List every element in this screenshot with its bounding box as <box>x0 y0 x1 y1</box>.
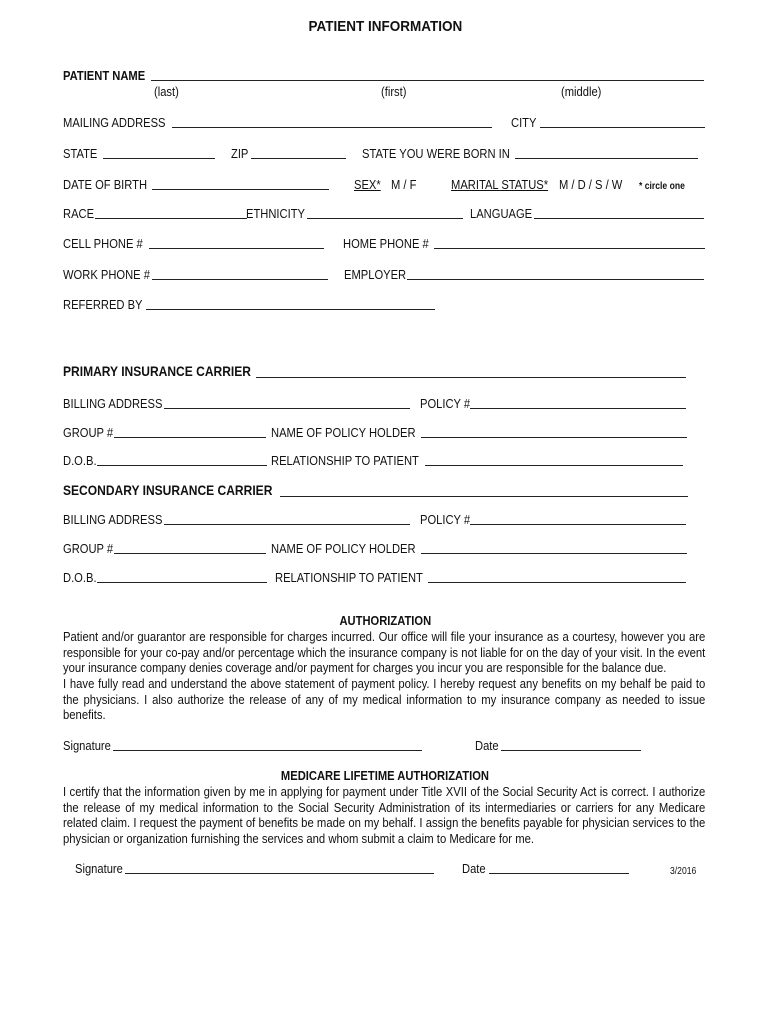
secondary-policy-field[interactable] <box>471 510 685 524</box>
secondary-relationship-line <box>428 582 686 583</box>
employer-field[interactable] <box>408 265 703 279</box>
first-name-hint: (first) <box>381 84 407 99</box>
authorization-date-label: Date <box>475 738 499 753</box>
home-phone-line <box>434 248 705 249</box>
primary-insurance-heading: PRIMARY INSURANCE CARRIER <box>63 363 251 379</box>
authorization-heading: AUTHORIZATION <box>339 613 431 628</box>
authorization-signature-label: Signature <box>63 738 111 753</box>
primary-group-label: GROUP # <box>63 425 114 440</box>
secondary-holder-field[interactable] <box>422 539 686 553</box>
dob-field[interactable] <box>153 175 328 189</box>
marital-status-options[interactable]: M / D / S / W <box>559 177 623 192</box>
patient-name-label: PATIENT NAME <box>63 68 146 83</box>
referred-by-field[interactable] <box>147 295 434 309</box>
state-line <box>103 158 215 159</box>
primary-carrier-field[interactable] <box>257 363 685 377</box>
ethnicity-label: ETHNICITY <box>246 206 306 221</box>
language-label: LANGUAGE <box>470 206 533 221</box>
secondary-dob-field[interactable] <box>98 568 266 582</box>
secondary-dob-label: D.O.B. <box>63 570 97 585</box>
work-phone-label: WORK PHONE # <box>63 267 150 282</box>
ethnicity-field[interactable] <box>308 204 462 218</box>
secondary-carrier-field[interactable] <box>281 482 687 496</box>
form-revision-date: 3/2016 <box>670 866 697 877</box>
circle-one-note: * circle one <box>639 181 685 192</box>
primary-dob-field[interactable] <box>98 451 266 465</box>
medicare-date-label: Date <box>462 861 486 876</box>
primary-holder-label: NAME OF POLICY HOLDER <box>271 425 416 440</box>
secondary-relationship-label: RELATIONSHIP TO PATIENT <box>275 570 423 585</box>
primary-billing-label: BILLING ADDRESS <box>63 396 163 411</box>
primary-billing-field[interactable] <box>165 394 409 408</box>
referred-by-line <box>146 309 435 310</box>
race-field[interactable] <box>96 204 246 218</box>
medicare-signature-line <box>125 873 434 874</box>
city-field[interactable] <box>541 113 704 127</box>
secondary-billing-label: BILLING ADDRESS <box>63 512 163 527</box>
medicare-date-line <box>489 873 629 874</box>
zip-line <box>251 158 346 159</box>
primary-group-field[interactable] <box>115 423 265 437</box>
medicare-heading: MEDICARE LIFETIME AUTHORIZATION <box>280 768 490 783</box>
patient-name-line <box>151 80 704 81</box>
secondary-holder-line <box>421 553 687 554</box>
zip-label: ZIP <box>231 146 249 161</box>
secondary-group-line <box>114 553 266 554</box>
primary-holder-field[interactable] <box>422 423 686 437</box>
language-line <box>534 218 704 219</box>
race-line <box>95 218 247 219</box>
secondary-insurance-heading: SECONDARY INSURANCE CARRIER <box>63 482 273 498</box>
mailing-address-line <box>172 127 492 128</box>
secondary-group-field[interactable] <box>115 539 265 553</box>
primary-dob-line <box>97 465 267 466</box>
birth-state-line <box>515 158 698 159</box>
state-field[interactable] <box>104 144 214 158</box>
secondary-policy-label: POLICY # <box>420 512 471 527</box>
employer-label: EMPLOYER <box>344 267 407 282</box>
home-phone-field[interactable] <box>435 234 704 248</box>
ethnicity-line <box>307 218 463 219</box>
primary-carrier-line <box>256 377 686 378</box>
authorization-paragraph-2: I have fully read and understand the above statement of payment policy. I hereby request any benefits on my behalf be paid to the physicians. I also authorize the release of any of my medical information to my insurance company as needed to issue benefits. <box>63 676 706 723</box>
city-line <box>540 127 705 128</box>
authorization-signature-line <box>113 750 422 751</box>
authorization-date-line <box>501 750 641 751</box>
primary-relationship-line <box>425 465 683 466</box>
work-phone-field[interactable] <box>153 265 327 279</box>
cell-phone-field[interactable] <box>150 234 323 248</box>
authorization-paragraph-1: Patient and/or guarantor are responsible for charges incurred. Our office will file your insurance as a courtesy, however you are responsible for your co-pay and/or percentage which the insurance company is not liable for on the day of your visit. In the event your insurance company denies coverage and/or payment for charges you incur you are responsible for the balance due. <box>63 629 706 676</box>
secondary-dob-line <box>97 582 267 583</box>
secondary-carrier-line <box>280 496 688 497</box>
marital-status-label: MARITAL STATUS* <box>451 177 549 192</box>
state-label: STATE <box>63 146 98 161</box>
home-phone-label: HOME PHONE # <box>343 236 429 251</box>
mailing-address-field[interactable] <box>173 113 491 127</box>
form-title: PATIENT INFORMATION <box>308 18 462 35</box>
primary-policy-line <box>470 408 686 409</box>
primary-policy-field[interactable] <box>471 394 685 408</box>
secondary-group-label: GROUP # <box>63 541 114 556</box>
secondary-policy-line <box>470 524 686 525</box>
last-name-hint: (last) <box>154 84 179 99</box>
employer-line <box>407 279 704 280</box>
primary-relationship-field[interactable] <box>426 451 682 465</box>
city-label: CITY <box>511 115 537 130</box>
referred-by-label: REFERRED BY <box>63 297 143 312</box>
primary-policy-label: POLICY # <box>420 396 471 411</box>
mailing-address-label: MAILING ADDRESS <box>63 115 166 130</box>
medicare-date-field[interactable] <box>490 859 628 873</box>
work-phone-line <box>152 279 328 280</box>
medicare-paragraph: I certify that the information given by me in applying for payment under Title XVII of the Social Security Act is correct. I authorize the release of my medical information to the Social Security Administration of its intermediaries or carriers for any Medicare related claim. I request the payment of benefits be made on my behalf. I assign the benefits payable for physician services to the physician or organization furnishing the services and whom submit a claim to Medicare for me. <box>63 784 706 847</box>
authorization-signature-field[interactable] <box>114 736 421 750</box>
secondary-relationship-field[interactable] <box>429 568 685 582</box>
patient-name-field[interactable] <box>152 66 702 80</box>
sex-options[interactable]: M / F <box>391 177 417 192</box>
medicare-signature-label: Signature <box>75 861 123 876</box>
cell-phone-line <box>149 248 324 249</box>
dob-line <box>152 189 329 190</box>
secondary-billing-line <box>164 524 410 525</box>
middle-name-hint: (middle) <box>561 84 602 99</box>
primary-billing-line <box>164 408 410 409</box>
medicare-signature-field[interactable] <box>126 859 433 873</box>
primary-relationship-label: RELATIONSHIP TO PATIENT <box>271 453 419 468</box>
primary-holder-line <box>421 437 687 438</box>
language-field[interactable] <box>535 204 703 218</box>
authorization-date-field[interactable] <box>502 736 640 750</box>
cell-phone-label: CELL PHONE # <box>63 236 143 251</box>
race-label: RACE <box>63 206 95 221</box>
primary-group-line <box>114 437 266 438</box>
birth-state-field[interactable] <box>516 144 697 158</box>
zip-field[interactable] <box>252 144 345 158</box>
secondary-holder-label: NAME OF POLICY HOLDER <box>271 541 416 556</box>
primary-dob-label: D.O.B. <box>63 453 97 468</box>
secondary-billing-field[interactable] <box>165 510 409 524</box>
sex-label: SEX* <box>354 177 381 192</box>
dob-label: DATE OF BIRTH <box>63 177 148 192</box>
birth-state-label: STATE YOU WERE BORN IN <box>362 146 510 161</box>
